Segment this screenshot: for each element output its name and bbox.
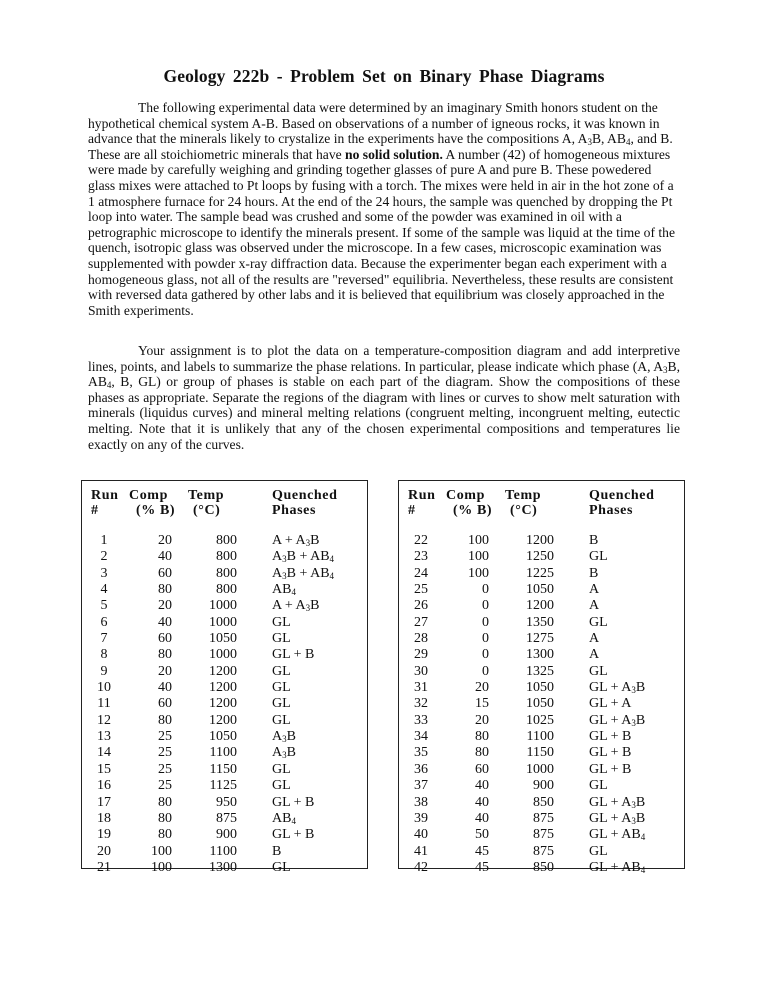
phases-cell: GL <box>272 614 291 630</box>
comp-cell: 40 <box>158 549 172 565</box>
header-temp: Temp <box>505 488 542 503</box>
table-row <box>399 762 684 778</box>
run-cell: 3 <box>100 565 108 581</box>
run-cell: 35 <box>414 745 428 761</box>
comp-cell: 20 <box>475 680 489 696</box>
run-cell: 37 <box>414 778 428 794</box>
comp-cell: 40 <box>475 794 489 810</box>
phases-cell: GL <box>589 843 608 859</box>
table-row <box>82 549 367 565</box>
run-cell: 24 <box>414 565 428 581</box>
run-cell: 38 <box>414 794 428 810</box>
comp-cell: 20 <box>475 712 489 728</box>
table-row <box>82 713 367 729</box>
phases-cell: GL <box>589 614 608 630</box>
phases-cell: $AB_4$ <box>272 582 296 598</box>
header-temp-unit: (°C) <box>510 503 538 518</box>
comp-cell: 40 <box>475 778 489 794</box>
table-row <box>82 696 367 712</box>
comp-cell: 80 <box>158 582 172 598</box>
run-cell: 21 <box>97 859 111 875</box>
phases-cell: $A + A_3B$ <box>272 598 320 614</box>
table-row <box>399 713 684 729</box>
table-row <box>399 582 684 598</box>
comp-cell: 25 <box>158 778 172 794</box>
phases-cell: GL <box>272 663 291 679</box>
table-row <box>399 647 684 663</box>
comp-cell: 40 <box>475 810 489 826</box>
comp-cell: 60 <box>158 565 172 581</box>
phases-cell: GL <box>589 778 608 794</box>
temp-cell: 900 <box>533 778 554 794</box>
temp-cell: 1050 <box>209 729 237 745</box>
header-run: Run <box>408 488 436 503</box>
table-row <box>399 778 684 794</box>
phases-cell: GL <box>589 663 608 679</box>
temp-cell: 1225 <box>526 565 554 581</box>
run-cell: 9 <box>100 663 108 679</box>
comp-cell: 60 <box>158 631 172 647</box>
temp-cell: 900 <box>216 827 237 843</box>
run-cell: 25 <box>414 582 428 598</box>
temp-cell: 1100 <box>209 843 237 859</box>
temp-cell: 1000 <box>209 647 237 663</box>
phases-cell: $A_3B$ <box>272 729 296 745</box>
run-cell: 40 <box>414 827 428 843</box>
phases-cell: GL + A <box>589 696 632 712</box>
comp-cell: 25 <box>158 761 172 777</box>
phases-cell: GL + B <box>272 827 315 843</box>
run-cell: 34 <box>414 729 428 745</box>
run-cell: 19 <box>97 827 111 843</box>
comp-cell: 40 <box>158 614 172 630</box>
run-cell: 11 <box>97 696 111 712</box>
phases-cell: GL + $AB_4$ <box>589 827 646 843</box>
temp-cell: 850 <box>533 859 554 875</box>
phases-cell: GL <box>589 549 608 565</box>
table-row <box>82 615 367 631</box>
data-table-left <box>81 480 368 875</box>
table-row <box>399 664 684 680</box>
comp-cell: 80 <box>158 794 172 810</box>
table-body <box>82 533 367 876</box>
temp-cell: 1025 <box>526 712 554 728</box>
temp-cell: 1200 <box>209 680 237 696</box>
comp-cell: 100 <box>468 565 489 581</box>
table-row <box>399 696 684 712</box>
run-cell: 20 <box>97 843 111 859</box>
temp-cell: 1250 <box>526 549 554 565</box>
comp-cell: 20 <box>158 533 172 548</box>
table-row <box>82 566 367 582</box>
table-row <box>399 680 684 696</box>
temp-cell: 1050 <box>526 582 554 598</box>
header-quenched: Quenched <box>272 488 338 503</box>
run-cell: 39 <box>414 810 428 826</box>
temp-cell: 800 <box>216 565 237 581</box>
temp-cell: 1100 <box>526 729 554 745</box>
phases-cell: B <box>589 533 599 548</box>
phases-cell: GL + B <box>589 761 632 777</box>
header-phases: Phases <box>589 503 634 518</box>
run-cell: 36 <box>414 761 428 777</box>
temp-cell: 800 <box>216 549 237 565</box>
run-cell: 30 <box>414 663 428 679</box>
temp-cell: 1000 <box>209 614 237 630</box>
table-row <box>82 762 367 778</box>
header-temp-unit: (°C) <box>193 503 221 518</box>
temp-cell: 800 <box>216 582 237 598</box>
header-run: Run <box>91 488 119 503</box>
temp-cell: 1000 <box>526 761 554 777</box>
run-cell: 41 <box>414 843 428 859</box>
comp-cell: 0 <box>482 647 489 663</box>
run-cell: 15 <box>97 761 111 777</box>
comp-cell: 100 <box>151 859 172 875</box>
run-cell: 5 <box>100 598 108 614</box>
phases-cell: GL + B <box>589 745 632 761</box>
table-row <box>399 598 684 614</box>
run-cell: 12 <box>97 712 111 728</box>
temp-cell: 1050 <box>209 631 237 647</box>
run-cell: 13 <box>97 729 111 745</box>
run-cell: 23 <box>414 549 428 565</box>
comp-cell: 60 <box>158 696 172 712</box>
table-row <box>399 827 684 843</box>
header-comp-unit: (% B) <box>453 503 493 518</box>
table-row <box>399 795 684 811</box>
run-cell: 17 <box>97 794 111 810</box>
temp-cell: 1050 <box>526 680 554 696</box>
table-row <box>82 860 367 876</box>
temp-cell: 875 <box>533 810 554 826</box>
phases-cell: GL <box>272 761 291 777</box>
phases-cell: A <box>589 598 600 614</box>
table-body <box>399 533 684 876</box>
table-row <box>399 729 684 745</box>
comp-cell: 20 <box>158 598 172 614</box>
comp-cell: 80 <box>475 729 489 745</box>
phases-cell: GL <box>272 778 291 794</box>
temp-cell: 1200 <box>526 533 554 548</box>
phases-cell: GL + $A_3B$ <box>589 680 646 696</box>
phases-cell: $A_3B + AB_4$ <box>272 549 335 565</box>
table-row <box>82 844 367 860</box>
phases-cell: A <box>589 582 600 598</box>
table-row <box>82 745 367 761</box>
comp-cell: 80 <box>158 712 172 728</box>
comp-cell: 45 <box>475 859 489 875</box>
run-cell: 10 <box>97 680 111 696</box>
comp-cell: 80 <box>475 745 489 761</box>
comp-cell: 25 <box>158 745 172 761</box>
table-row <box>82 647 367 663</box>
table-row <box>399 615 684 631</box>
table-row <box>82 827 367 843</box>
phases-cell: GL + B <box>272 794 315 810</box>
phases-cell: GL + B <box>272 647 315 663</box>
run-cell: 7 <box>100 631 108 647</box>
comp-cell: 0 <box>482 663 489 679</box>
phases-cell: B <box>272 843 282 859</box>
table-row <box>82 582 367 598</box>
temp-cell: 1200 <box>209 663 237 679</box>
comp-cell: 100 <box>151 843 172 859</box>
temp-cell: 1100 <box>209 745 237 761</box>
phases-cell: GL + $A_3B$ <box>589 794 646 810</box>
temp-cell: 1150 <box>209 761 237 777</box>
phases-cell: GL + B <box>589 729 632 745</box>
table-row <box>399 533 684 549</box>
comp-cell: 0 <box>482 631 489 647</box>
comp-cell: 25 <box>158 729 172 745</box>
table-row <box>82 729 367 745</box>
header-run-symbol: # <box>91 503 99 518</box>
intro-paragraph: The following experimental data were determined by an imaginary Smith honors student on the hypothetical chemical system A-B. Based on observations of a number of igneous rocks, it was known in advance that the minerals likely to crystalize in the experiments have the compositions A, $A_3B$, $AB_4$, and B. These are all stoichiometric minerals that have no solid solution. A number (42) of homogeneous mixtures were made by carefully weighing and grinding together glasses of pure A and pure B. These powedered glass mixes were attached to Pt loops by fusing with a torch. The mixes were held in air in the hot zone of a 1 atmosphere furnace for 24 hours. At the end of the 24 hours, the sample was quenched by dropping the Pt loop into water. The sample bead was crushed and some of the powder was examined in oil with a petrographic microscope to identify the minerals present. If some of the sample was liquid at the time of the quench, isotropic glass was observed under the microscope. In a few cases, microscopic examination was supplemented with powder x-ray diffraction data. Because the experimenter began each experiment with a homogeneous glass, not all of the results are "reversed" equilibria. Nevertheless, these results are consistent with reversed data gathered by other labs and it is believed that equilibrium was closely approached in the Smith experiments. <box>88 100 676 318</box>
temp-cell: 1350 <box>526 614 554 630</box>
table-row <box>82 533 367 549</box>
temp-cell: 1275 <box>526 631 554 647</box>
phases-cell: GL <box>272 680 291 696</box>
run-cell: 4 <box>100 582 108 598</box>
phases-cell: B <box>589 565 599 581</box>
temp-cell: 800 <box>216 533 237 548</box>
temp-cell: 875 <box>533 843 554 859</box>
temp-cell: 875 <box>533 827 554 843</box>
run-cell: 22 <box>414 533 428 548</box>
comp-cell: 100 <box>468 549 489 565</box>
temp-cell: 1200 <box>526 598 554 614</box>
run-cell: 42 <box>414 859 428 875</box>
run-cell: 2 <box>100 549 108 565</box>
comp-cell: 80 <box>158 810 172 826</box>
phases-cell: GL + $A_3B$ <box>589 712 646 728</box>
run-cell: 6 <box>100 614 108 630</box>
temp-cell: 1200 <box>209 712 237 728</box>
temp-cell: 1125 <box>209 778 237 794</box>
table-row <box>82 680 367 696</box>
phases-cell: GL + $AB_4$ <box>589 859 646 875</box>
temp-cell: 850 <box>533 794 554 810</box>
table-row <box>82 778 367 794</box>
table-row <box>399 745 684 761</box>
assignment-paragraph: Your assignment is to plot the data on a temperature-composition diagram and add interpretive lines, points, and labels to summarize the phase relations. In particular, please indicate which phase (A, $A_3B$, $AB_4$, B, GL) or group of phases is stable on each part of the diagram. Show the compositions of these phases as appropriate. Separate the regions of the diagram with lines or curves to show melt saturation with minerals (liquidus curves) and mineral melting relations (congruent melting, incongruent melting, eutectic melting. Note that it is unlikely that any of the chosen experimental compositions and temperatures lie exactly on any of the curves. <box>88 343 680 452</box>
run-cell: 18 <box>97 810 111 826</box>
table-row <box>399 631 684 647</box>
table-row <box>399 844 684 860</box>
table-row <box>82 631 367 647</box>
temp-cell: 875 <box>216 810 237 826</box>
comp-cell: 60 <box>475 761 489 777</box>
run-cell: 14 <box>97 745 111 761</box>
table-row <box>399 860 684 876</box>
phases-cell: $A_3B + AB_4$ <box>272 565 335 581</box>
phases-cell: A <box>589 631 600 647</box>
run-cell: 27 <box>414 614 428 630</box>
temp-cell: 1000 <box>209 598 237 614</box>
phases-cell: GL <box>272 712 291 728</box>
data-table-right <box>398 480 685 875</box>
document-title: Geology 222b - Problem Set on Binary Phase Diagrams <box>163 66 605 86</box>
table-row <box>399 549 684 565</box>
table-row <box>399 566 684 582</box>
run-cell: 8 <box>100 647 108 663</box>
temp-cell: 1150 <box>526 745 554 761</box>
table-row <box>82 811 367 827</box>
comp-cell: 0 <box>482 614 489 630</box>
run-cell: 16 <box>97 778 111 794</box>
comp-cell: 50 <box>475 827 489 843</box>
comp-cell: 20 <box>158 663 172 679</box>
comp-cell: 80 <box>158 827 172 843</box>
header-temp: Temp <box>188 488 225 503</box>
temp-cell: 1325 <box>526 663 554 679</box>
run-cell: 33 <box>414 712 428 728</box>
run-cell: 31 <box>414 680 428 696</box>
table-row <box>82 664 367 680</box>
header-comp-unit: (% B) <box>136 503 176 518</box>
header-quenched: Quenched <box>589 488 655 503</box>
header-phases: Phases <box>272 503 317 518</box>
comp-cell: 45 <box>475 843 489 859</box>
temp-cell: 1300 <box>526 647 554 663</box>
phases-cell: GL <box>272 859 291 875</box>
table-row <box>399 811 684 827</box>
header-comp: Comp <box>129 488 168 503</box>
comp-cell: 100 <box>468 533 489 548</box>
comp-cell: 40 <box>158 680 172 696</box>
run-cell: 29 <box>414 647 428 663</box>
run-cell: 32 <box>414 696 428 712</box>
phases-cell: A <box>589 647 600 663</box>
table-row <box>82 795 367 811</box>
comp-cell: 0 <box>482 598 489 614</box>
table-row <box>82 598 367 614</box>
temp-cell: 1300 <box>209 859 237 875</box>
phases-cell: $A_3B$ <box>272 745 296 761</box>
header-run-symbol: # <box>408 503 416 518</box>
header-comp: Comp <box>446 488 485 503</box>
phases-cell: $AB_4$ <box>272 810 296 826</box>
phases-cell: GL + $A_3B$ <box>589 810 646 826</box>
temp-cell: 1200 <box>209 696 237 712</box>
phases-cell: $A + A_3B$ <box>272 533 320 548</box>
comp-cell: 80 <box>158 647 172 663</box>
temp-cell: 950 <box>216 794 237 810</box>
temp-cell: 1050 <box>526 696 554 712</box>
comp-cell: 0 <box>482 582 489 598</box>
phases-cell: GL <box>272 696 291 712</box>
run-cell: 28 <box>414 631 428 647</box>
phases-cell: GL <box>272 631 291 647</box>
comp-cell: 15 <box>475 696 489 712</box>
run-cell: 1 <box>100 533 108 548</box>
run-cell: 26 <box>414 598 428 614</box>
